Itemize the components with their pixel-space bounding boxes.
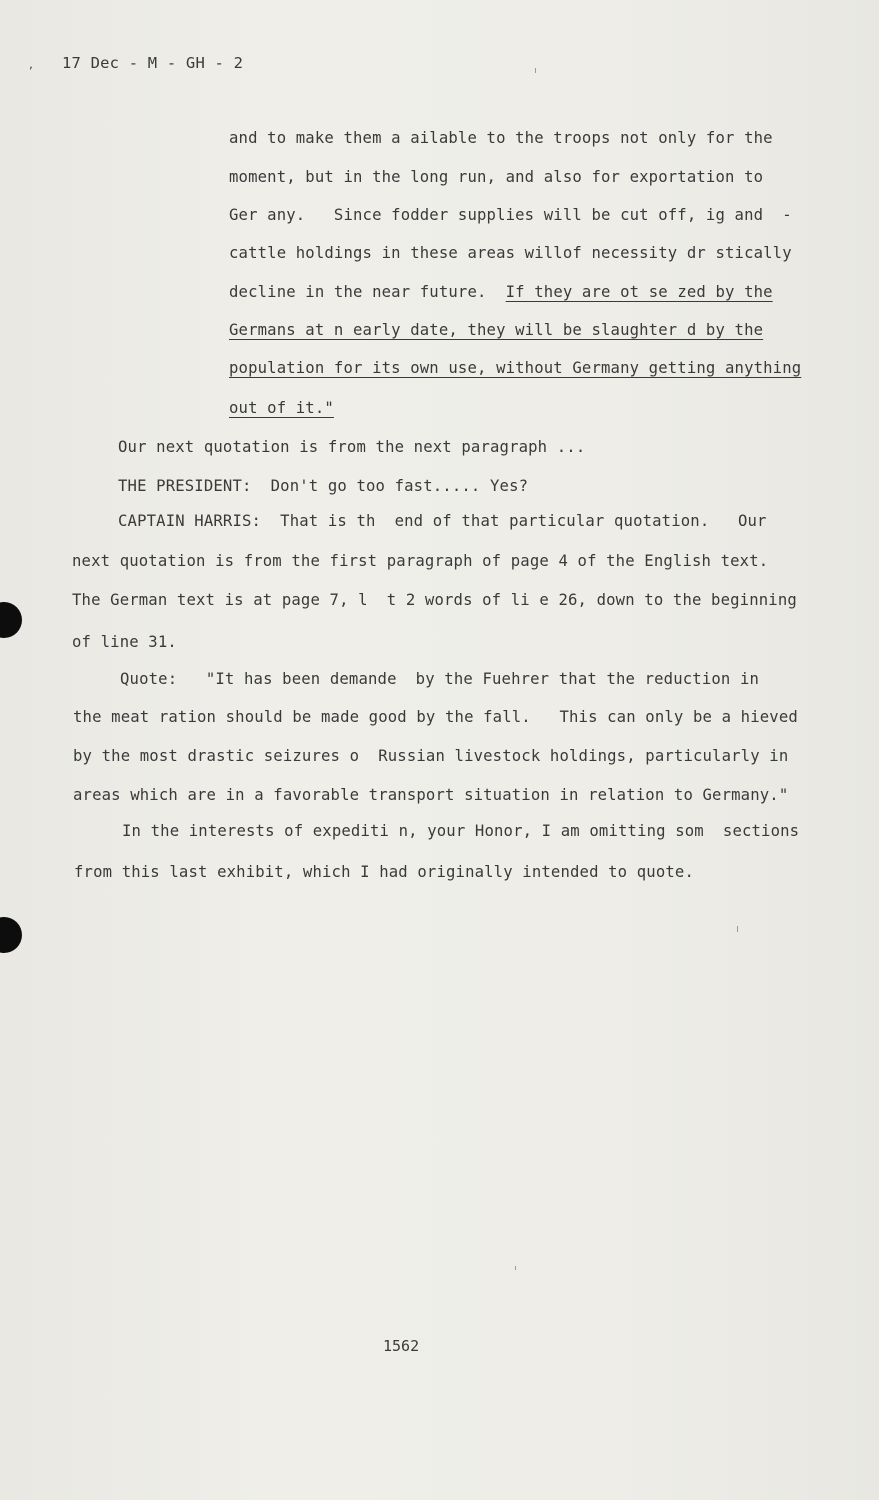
quote-paragraph-line-1: Quote: "It has been demande by the Fuehrer that the reduction in — [120, 670, 760, 688]
interests-line-1: In the interests of expediti n, your Honor, I am omitting som sections — [122, 822, 800, 840]
underlined-passage-line-3: out of it." — [229, 399, 334, 417]
punch-hole-lower — [0, 917, 22, 953]
quote-paragraph-line-2: the meat ration should be made good by the fall. This can only be a hieved — [73, 708, 798, 726]
harris-line-1: CAPTAIN HARRIS: That is th end of that particular quotation. Our — [118, 512, 767, 530]
harris-line-3: The German text is at page 7, l t 2 words of li e 26, down to the beginning — [72, 591, 797, 609]
president-paragraph: THE PRESIDENT: Don't go too fast..... Yes? — [118, 477, 529, 495]
scan-speck — [535, 68, 536, 73]
underlined-passage-line-2: population for its own use, without Germany getting anything — [229, 359, 802, 377]
quote-block-line-5-text: decline in the near future. — [229, 283, 487, 301]
quote-paragraph-line-4: areas which are in a favorable transport situation in relation to Germany." — [73, 786, 789, 804]
quote-block-line-1: and to make them a ailable to the troops not only for the — [229, 129, 773, 147]
header-marker: , — [28, 60, 35, 71]
quote-paragraph-line-3: by the most drastic seizures o Russian livestock holdings, particularly in — [73, 747, 789, 765]
scan-speck — [737, 926, 738, 932]
quote-block-line-3: Ger any. Since fodder supplies will be cut off, ig and - — [229, 206, 792, 224]
scan-speck — [515, 1266, 516, 1270]
harris-line-2: next quotation is from the first paragraph of page 4 of the English text. — [72, 552, 769, 570]
next-quotation-paragraph: Our next quotation is from the next paragraph ... — [118, 438, 586, 456]
punch-hole-upper — [0, 602, 22, 638]
underlined-passage-line-1: Germans at n early date, they will be slaughter d by the — [229, 321, 764, 339]
harris-line-4: of line 31. — [72, 633, 177, 651]
header-reference: 17 Dec - M - GH - 2 — [62, 54, 244, 72]
interests-line-2: from this last exhibit, which I had originally intended to quote. — [74, 863, 694, 881]
page-header — [28, 54, 244, 72]
quote-block-line-2: moment, but in the long run, and also for exportation to — [229, 168, 764, 186]
underlined-passage-start: If they are ot se zed by the — [505, 283, 773, 301]
quote-block-line-5 — [229, 283, 773, 301]
quote-block-line-4: cattle holdings in these areas willof necessity dr stically — [229, 244, 792, 262]
page-number: 1562 — [383, 1337, 420, 1355]
